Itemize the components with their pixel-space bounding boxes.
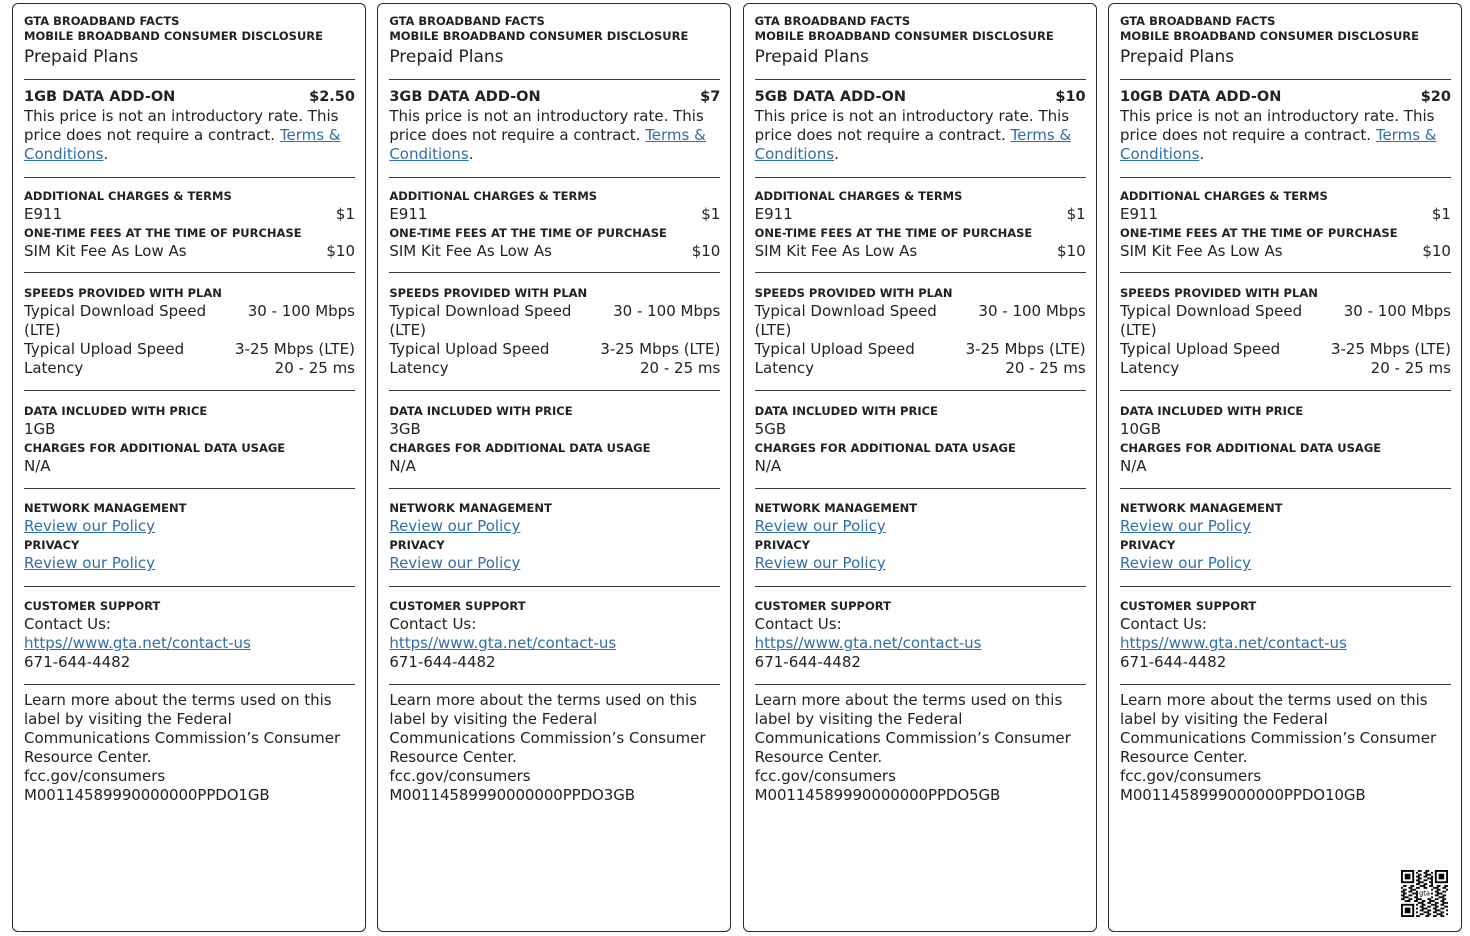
intro-rate-text: This price is not an introductory rate. This price does not require a contract. Terms & Conditions. — [1119, 107, 1437, 163]
contact-label: Contact Us: — [24, 615, 111, 633]
support-phone: 671-644-4482 — [24, 653, 131, 671]
plan-section — [389, 80, 720, 178]
sim-kit-value: $10 — [691, 242, 721, 260]
speeds-heading: SPEEDS PROVIDED WITH PLAN — [24, 286, 222, 300]
contact-url-link[interactable]: https//www.gta.net/contact-us — [754, 634, 982, 652]
network-management-heading: NETWORK MANAGEMENT — [1119, 501, 1283, 515]
sim-kit-row — [24, 242, 355, 261]
additional-data-charges-heading: CHARGES FOR ADDITIONAL DATA USAGE — [24, 441, 286, 455]
label-header — [1120, 4, 1451, 80]
data-section — [1120, 391, 1451, 489]
network-management-heading: NETWORK MANAGEMENT — [24, 501, 187, 515]
charges-section — [24, 178, 355, 273]
privacy-heading: PRIVACY — [754, 538, 811, 552]
speeds-heading: SPEEDS PROVIDED WITH PLAN — [754, 286, 953, 300]
privacy-heading: PRIVACY — [1119, 538, 1176, 552]
e911-row — [389, 205, 720, 224]
e911-value: $1 — [1431, 205, 1451, 223]
customer-support-heading: CUSTOMER SUPPORT — [389, 599, 526, 613]
charges-section — [1120, 178, 1451, 273]
plan-type-subtitle: Prepaid Plans — [24, 47, 139, 67]
sim-kit-label: SIM Kit Fee As Low As — [754, 242, 918, 260]
sim-kit-label: SIM Kit Fee As Low As — [389, 242, 552, 260]
plan-type-subtitle: Prepaid Plans — [1119, 47, 1235, 67]
latency-label: Latency — [1119, 359, 1180, 377]
e911-row — [755, 205, 1086, 224]
network-policy-link[interactable]: Review our Policy — [1119, 517, 1252, 535]
data-included-value: 5GB — [754, 420, 787, 438]
download-speed-row — [389, 302, 720, 340]
sim-kit-value: $10 — [1422, 242, 1451, 260]
customer-support-heading: CUSTOMER SUPPORT — [754, 599, 891, 613]
plan-price: $10 — [1055, 89, 1086, 105]
brand-title: GTA BROADBAND FACTS — [1119, 14, 1276, 28]
download-speed-label: Typical Download Speed (LTE) — [389, 302, 572, 339]
privacy-policy-link[interactable]: Review our Policy — [389, 554, 521, 572]
data-included-value: 1GB — [24, 420, 56, 438]
download-speed-value: 30 - 100 Mbps — [247, 302, 355, 320]
support-section — [1120, 587, 1451, 685]
latency-row — [755, 359, 1086, 378]
e911-label: E911 — [24, 205, 63, 223]
download-speed-value: 30 - 100 Mbps — [613, 302, 721, 320]
contact-label: Contact Us: — [754, 615, 842, 633]
learn-more-text: Learn more about the terms used on this label by visiting the Federal Communications Commission’s Consumer Resource Center. — [24, 691, 341, 766]
one-time-fees-heading: ONE-TIME FEES AT THE TIME OF PURCHASE — [389, 226, 667, 240]
speeds-section — [24, 273, 355, 391]
one-time-fees-heading: ONE-TIME FEES AT THE TIME OF PURCHASE — [754, 226, 1033, 240]
download-speed-row — [755, 302, 1086, 340]
upload-speed-value: 3-25 Mbps (LTE) — [234, 340, 355, 358]
latency-row — [1120, 359, 1451, 378]
speeds-section — [1120, 273, 1451, 391]
plan-name: 10GB DATA ADD-ON — [1119, 89, 1282, 105]
additional-charges-heading: ADDITIONAL CHARGES & TERMS — [1119, 189, 1328, 203]
label-unique-id: M0011458999000000PPDO10GB — [1119, 786, 1366, 804]
policy-section — [1120, 489, 1451, 587]
brand-title: GTA BROADBAND FACTS — [389, 14, 545, 28]
additional-data-charges-heading: CHARGES FOR ADDITIONAL DATA USAGE — [1119, 441, 1382, 455]
policy-section — [389, 489, 720, 587]
plan-price: $2.50 — [309, 89, 355, 105]
data-included-heading: DATA INCLUDED WITH PRICE — [389, 404, 573, 418]
speeds-section — [755, 273, 1086, 391]
privacy-policy-link[interactable]: Review our Policy — [24, 554, 156, 572]
label-header — [389, 4, 720, 80]
sim-kit-value: $10 — [1057, 242, 1086, 260]
broadband-label-card — [12, 3, 366, 932]
network-policy-link[interactable]: Review our Policy — [389, 517, 521, 535]
support-phone: 671-644-4482 — [389, 653, 496, 671]
sim-kit-value: $10 — [326, 242, 355, 260]
speeds-heading: SPEEDS PROVIDED WITH PLAN — [1119, 286, 1318, 300]
fcc-link: fcc.gov/consumers — [1119, 767, 1262, 785]
broadband-labels — [12, 3, 1462, 932]
qr-code — [1401, 870, 1448, 917]
e911-value: $1 — [701, 205, 721, 223]
latency-value: 20 - 25 ms — [640, 359, 721, 377]
upload-speed-label: Typical Upload Speed — [24, 340, 185, 358]
upload-speed-label: Typical Upload Speed — [1119, 340, 1281, 358]
upload-speed-row — [1120, 340, 1451, 359]
plan-name: 5GB DATA ADD-ON — [754, 89, 906, 105]
upload-speed-value: 3-25 Mbps (LTE) — [965, 340, 1086, 358]
latency-label: Latency — [389, 359, 449, 377]
fcc-link: fcc.gov/consumers — [24, 767, 166, 785]
learn-more-section — [24, 685, 355, 805]
additional-data-charges-value: N/A — [389, 457, 416, 475]
learn-more-text: Learn more about the terms used on this label by visiting the Federal Communications Commission’s Consumer Resource Center. — [754, 691, 1071, 766]
download-speed-label: Typical Download Speed (LTE) — [24, 302, 207, 339]
terms-conditions-link[interactable]: Terms & Conditions — [24, 126, 341, 163]
charges-section — [389, 178, 720, 273]
data-included-heading: DATA INCLUDED WITH PRICE — [24, 404, 208, 418]
one-time-fees-heading: ONE-TIME FEES AT THE TIME OF PURCHASE — [24, 226, 302, 240]
support-section — [755, 587, 1086, 685]
download-speed-value: 30 - 100 Mbps — [1343, 302, 1451, 320]
upload-speed-value: 3-25 Mbps (LTE) — [1330, 340, 1451, 358]
plan-type-subtitle: Prepaid Plans — [754, 47, 869, 67]
sim-kit-row — [389, 242, 720, 261]
data-section — [755, 391, 1086, 489]
data-included-value: 3GB — [389, 420, 421, 438]
customer-support-heading: CUSTOMER SUPPORT — [1119, 599, 1257, 613]
network-management-heading: NETWORK MANAGEMENT — [754, 501, 918, 515]
e911-label: E911 — [389, 205, 428, 223]
brand-title: GTA BROADBAND FACTS — [754, 14, 911, 28]
speeds-section — [389, 273, 720, 391]
broadband-label-card — [377, 3, 731, 932]
latency-label: Latency — [24, 359, 84, 377]
disclosure-title: MOBILE BROADBAND CONSUMER DISCLOSURE — [754, 29, 1054, 43]
learn-more-section — [389, 685, 720, 805]
contact-url-link[interactable]: https//www.gta.net/contact-us — [389, 634, 617, 652]
latency-value: 20 - 25 ms — [274, 359, 355, 377]
plan-section — [24, 80, 355, 178]
support-section — [389, 587, 720, 685]
e911-label: E911 — [1119, 205, 1159, 223]
e911-row — [1120, 205, 1451, 224]
support-section — [24, 587, 355, 685]
plan-price: $7 — [700, 89, 721, 105]
plan-section — [1120, 80, 1451, 178]
sim-kit-row — [755, 242, 1086, 261]
e911-value: $1 — [335, 205, 355, 223]
policy-section — [24, 489, 355, 587]
label-unique-id: M00114589990000000PPDO1GB — [24, 786, 270, 804]
data-section — [389, 391, 720, 489]
network-policy-link[interactable]: Review our Policy — [24, 517, 156, 535]
broadband-label-card — [743, 3, 1097, 932]
intro-rate-text: This price is not an introductory rate. This price does not require a contract. Terms & Conditions. — [24, 107, 341, 163]
speeds-heading: SPEEDS PROVIDED WITH PLAN — [389, 286, 588, 300]
e911-row — [24, 205, 355, 224]
data-section — [24, 391, 355, 489]
support-phone: 671-644-4482 — [754, 653, 861, 671]
plan-name: 3GB DATA ADD-ON — [389, 89, 541, 105]
network-policy-link[interactable]: Review our Policy — [754, 517, 886, 535]
additional-data-charges-value: N/A — [754, 457, 782, 475]
broadband-label-card — [1108, 3, 1462, 932]
upload-speed-value: 3-25 Mbps (LTE) — [600, 340, 721, 358]
latency-label: Latency — [754, 359, 814, 377]
contact-url-link[interactable]: https//www.gta.net/contact-us — [1119, 634, 1347, 652]
plan-name: 1GB DATA ADD-ON — [24, 89, 176, 105]
brand-title: GTA BROADBAND FACTS — [24, 14, 180, 28]
latency-row — [389, 359, 720, 378]
privacy-heading: PRIVACY — [389, 538, 445, 552]
terms-conditions-link[interactable]: Terms & Conditions — [754, 126, 1072, 163]
latency-value: 20 - 25 ms — [1370, 359, 1451, 377]
intro-rate-text: This price is not an introductory rate. This price does not require a contract. Terms & Conditions. — [389, 107, 706, 163]
qr-logo-text: gta — [1418, 889, 1431, 898]
upload-speed-label: Typical Upload Speed — [754, 340, 915, 358]
one-time-fees-heading: ONE-TIME FEES AT THE TIME OF PURCHASE — [1119, 226, 1398, 240]
latency-row — [24, 359, 355, 378]
data-included-heading: DATA INCLUDED WITH PRICE — [1119, 404, 1304, 418]
contact-label: Contact Us: — [389, 615, 477, 633]
learn-more-section — [1120, 685, 1451, 805]
terms-conditions-link[interactable]: Terms & Conditions — [389, 126, 706, 163]
privacy-heading: PRIVACY — [24, 538, 80, 552]
upload-speed-row — [755, 340, 1086, 359]
support-phone: 671-644-4482 — [1119, 653, 1227, 671]
network-management-heading: NETWORK MANAGEMENT — [389, 501, 552, 515]
disclosure-title: MOBILE BROADBAND CONSUMER DISCLOSURE — [389, 29, 689, 43]
plan-type-subtitle: Prepaid Plans — [389, 47, 504, 67]
additional-data-charges-heading: CHARGES FOR ADDITIONAL DATA USAGE — [754, 441, 1016, 455]
download-speed-row — [24, 302, 355, 340]
disclosure-title: MOBILE BROADBAND CONSUMER DISCLOSURE — [24, 29, 324, 43]
download-speed-label: Typical Download Speed (LTE) — [754, 302, 937, 339]
data-included-heading: DATA INCLUDED WITH PRICE — [754, 404, 938, 418]
label-header — [24, 4, 355, 80]
download-speed-row — [1120, 302, 1451, 340]
additional-charges-heading: ADDITIONAL CHARGES & TERMS — [24, 189, 232, 203]
disclosure-title: MOBILE BROADBAND CONSUMER DISCLOSURE — [1119, 29, 1420, 43]
additional-data-charges-value: N/A — [1119, 457, 1147, 475]
fcc-link: fcc.gov/consumers — [754, 767, 896, 785]
sim-kit-label: SIM Kit Fee As Low As — [24, 242, 187, 260]
sim-kit-row — [1120, 242, 1451, 261]
learn-more-text: Learn more about the terms used on this label by visiting the Federal Communications Commission’s Consumer Resource Center. — [1119, 691, 1437, 766]
learn-more-text: Learn more about the terms used on this label by visiting the Federal Communications Commission’s Consumer Resource Center. — [389, 691, 706, 766]
customer-support-heading: CUSTOMER SUPPORT — [24, 599, 161, 613]
terms-conditions-link[interactable]: Terms & Conditions — [1119, 126, 1437, 163]
upload-speed-row — [389, 340, 720, 359]
additional-charges-heading: ADDITIONAL CHARGES & TERMS — [754, 189, 963, 203]
latency-value: 20 - 25 ms — [1005, 359, 1086, 377]
policy-section — [755, 489, 1086, 587]
label-unique-id: M00114589990000000PPDO5GB — [754, 786, 1001, 804]
additional-data-charges-heading: CHARGES FOR ADDITIONAL DATA USAGE — [389, 441, 651, 455]
additional-data-charges-value: N/A — [24, 457, 51, 475]
contact-label: Contact Us: — [1119, 615, 1207, 633]
plan-section — [755, 80, 1086, 178]
sim-kit-label: SIM Kit Fee As Low As — [1119, 242, 1283, 260]
fcc-link: fcc.gov/consumers — [389, 767, 531, 785]
upload-speed-row — [24, 340, 355, 359]
data-included-value: 10GB — [1119, 420, 1161, 438]
download-speed-label: Typical Download Speed (LTE) — [1119, 302, 1303, 339]
contact-url-link[interactable]: https//www.gta.net/contact-us — [24, 634, 251, 652]
privacy-policy-link[interactable]: Review our Policy — [1119, 554, 1252, 572]
learn-more-section — [755, 685, 1086, 805]
e911-label: E911 — [754, 205, 793, 223]
upload-speed-label: Typical Upload Speed — [389, 340, 550, 358]
label-unique-id: M00114589990000000PPDO3GB — [389, 786, 635, 804]
charges-section — [755, 178, 1086, 273]
label-header — [755, 4, 1086, 80]
e911-value: $1 — [1066, 205, 1086, 223]
privacy-policy-link[interactable]: Review our Policy — [754, 554, 886, 572]
download-speed-value: 30 - 100 Mbps — [978, 302, 1086, 320]
plan-price: $20 — [1420, 89, 1451, 105]
additional-charges-heading: ADDITIONAL CHARGES & TERMS — [389, 189, 598, 203]
intro-rate-text: This price is not an introductory rate. This price does not require a contract. Terms & Conditions. — [754, 107, 1072, 163]
